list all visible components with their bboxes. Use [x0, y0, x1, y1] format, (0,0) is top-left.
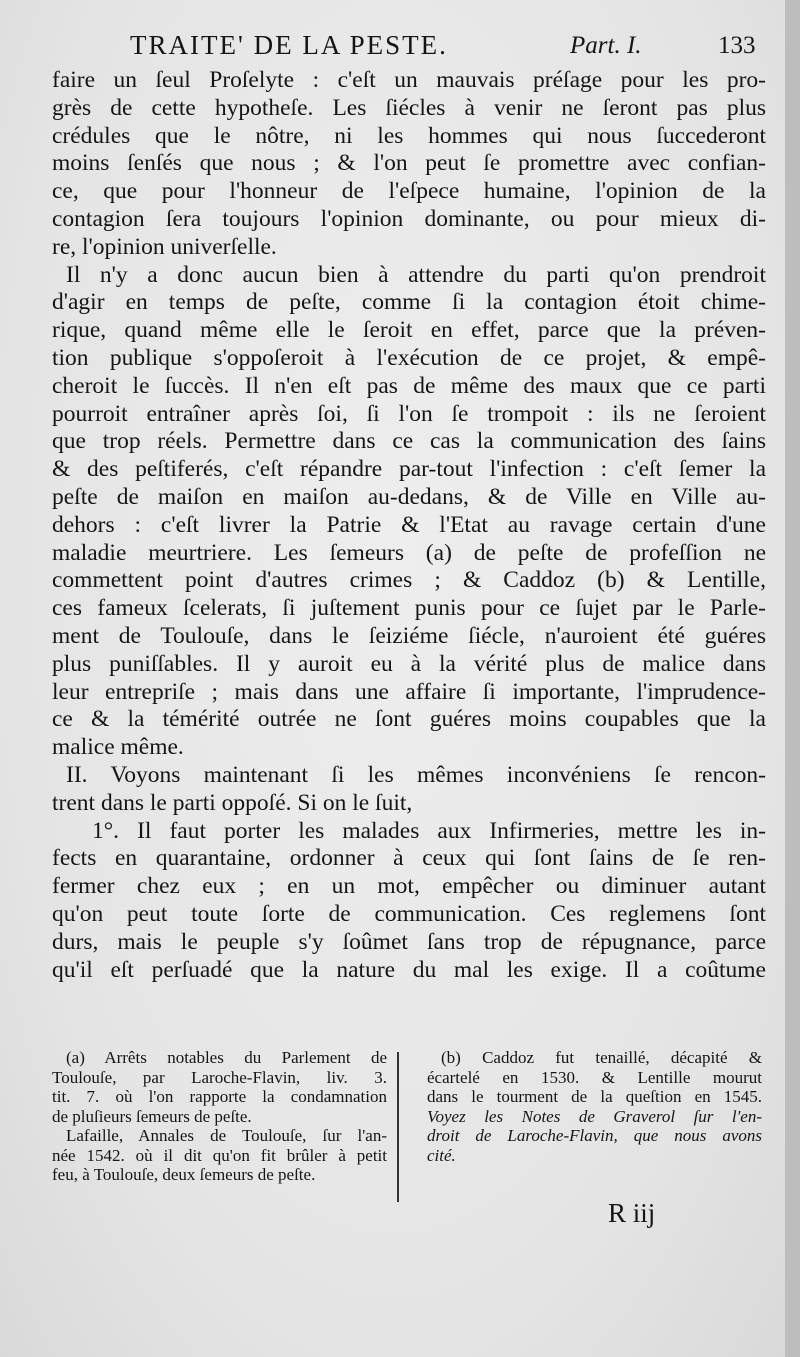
text-line: ce & la témérité outrée ne ſont guéres moins coupables que la [52, 706, 766, 733]
text-line: fermer chez eux ; en un mot, empêcher ou diminuer autant [52, 873, 766, 900]
text-line: moins ſenſés que nous ; & l'on peut ſe promettre avec confian- [52, 150, 766, 177]
footnote-line: Toulouſe, par Laroche-Flavin, liv. 3. [52, 1067, 387, 1087]
text-line: d'agir en temps de peſte, comme ſi la contagion étoit chime- [52, 289, 766, 316]
footnote-line: de pluſieurs ſemeurs de peſte. [52, 1106, 252, 1126]
text-line: crédules que le nôtre, ni les hommes qui nous ſuccederont [52, 122, 766, 149]
footnote-line: Voyez les Notes de Graverol ſur l'en- [427, 1106, 762, 1126]
footnote-line: tit. 7. où l'on rapporte la condamnation [52, 1087, 387, 1106]
footnote-line: (b) Caddoz fut tenaillé, décapité & [441, 1048, 762, 1067]
text-line: plus puniſſables. Il y auroit eu à la vérité plus de malice dans [52, 650, 766, 677]
page-edge [785, 0, 800, 1357]
signature-mark: R iij [608, 1198, 656, 1228]
text-line: 1°. Il faut porter les malades aux Infirmeries, mettre les in- [92, 817, 766, 844]
text-line: faire un ſeul Proſelyte : c'eſt un mauvais préſage pour les pro- [52, 67, 766, 93]
text-line: contagion ſera toujours l'opinion dominante, ou pour mieux di- [52, 205, 766, 232]
running-head [100, 30, 775, 66]
footnote-line: (a) Arrêts notables du Parlement de [66, 1048, 387, 1067]
footnote-divider [397, 1052, 399, 1202]
body-text [52, 67, 766, 984]
text-line: cheroit le ſuccès. Il n'en eſt pas de même des maux que ce parti [52, 372, 766, 399]
text-line: ce, que pour l'honneur de l'eſpece humaine, l'opinion de la [52, 178, 766, 205]
footnote-left-column [52, 1048, 387, 1185]
footnote-line: Lafaille, Annales de Toulouſe, ſur l'an- [66, 1126, 387, 1145]
text-line: re, l'opinion univerſelle. [52, 233, 277, 260]
text-line: qu'il eſt perſuadé que la nature du mal les exige. Il a coûtume [52, 956, 766, 983]
text-line: pourroit entraîner après ſoi, ſi l'on ſe trompoit : ils ne ſeroient [52, 400, 766, 427]
footnote-line: droit de Laroche-Flavin, que nous avons [427, 1126, 762, 1145]
text-line: peſte de maiſon en maiſon au-dedans, & de Ville en Ville au- [52, 483, 766, 510]
text-line: & des peſtiferés, c'eſt répandre par-tout l'infection : c'eſt ſemer la [52, 456, 766, 483]
text-line: malice même. [52, 734, 184, 761]
text-line: Il n'y a donc aucun bien à attendre du parti qu'on prendroit [66, 261, 766, 288]
footnote-line: cité. [427, 1145, 456, 1165]
footnote-line: feu, à Toulouſe, deux ſemeurs de peſte. [52, 1165, 316, 1184]
footnotes [52, 1048, 766, 1208]
text-line: que trop réels. Permettre dans ce cas la communication des ſains [52, 428, 766, 455]
text-line: qu'on peut toute ſorte de communication. Ces reglemens ſont [52, 900, 766, 927]
footnote-line: dans le tourment de la queſtion en 1545. [427, 1087, 762, 1106]
footnote-right-column [427, 1048, 762, 1165]
page-number: 133 [718, 32, 756, 59]
footnote-line: écartelé en 1530. & Lentille mourut [427, 1067, 762, 1087]
running-head-title: TRAITE' DE LA PESTE. [130, 30, 448, 60]
text-line: trent dans le parti oppoſé. Si on le ſuit, [52, 789, 413, 816]
text-line: ment de Toulouſe, dans le ſeiziéme ſiécle, n'auroient été guéres [52, 622, 766, 649]
running-head-part: Part. I. [570, 32, 642, 59]
text-line: grès de cette hypotheſe. Les ſiécles à venir ne ſeront pas plus [52, 94, 766, 121]
text-line: tion publique s'oppoſeroit à l'exécution de ce projet, & empê- [52, 344, 766, 371]
text-line: II. Voyons maintenant ſi les mêmes inconvéniens ſe rencon- [66, 761, 766, 788]
text-line: rique, quand même elle le ſeroit en effet, parce que la préven- [52, 317, 766, 344]
text-line: ces fameux ſcelerats, ſi juſtement punis pour ce ſujet par le Parle- [52, 595, 766, 622]
text-line: commettent point d'autres crimes ; & Caddoz (b) & Lentille, [52, 567, 766, 594]
text-line: leur entrepriſe ; mais dans une affaire ſi importante, l'imprudence- [52, 678, 766, 705]
text-line: durs, mais le peuple s'y ſoûmet ſans trop de répugnance, parce [52, 928, 766, 955]
text-line: dehors : c'eſt livrer la Patrie & l'Etat au ravage certain d'une [52, 511, 766, 538]
text-line: fects en quarantaine, ordonner à ceux qui ſont ſains de ſe ren- [52, 845, 766, 872]
text-line: maladie meurtriere. Les ſemeurs (a) de peſte de profeſſion ne [52, 539, 766, 566]
footnote-line: née 1542. où il dit qu'on fit brûler à petit [52, 1145, 387, 1165]
